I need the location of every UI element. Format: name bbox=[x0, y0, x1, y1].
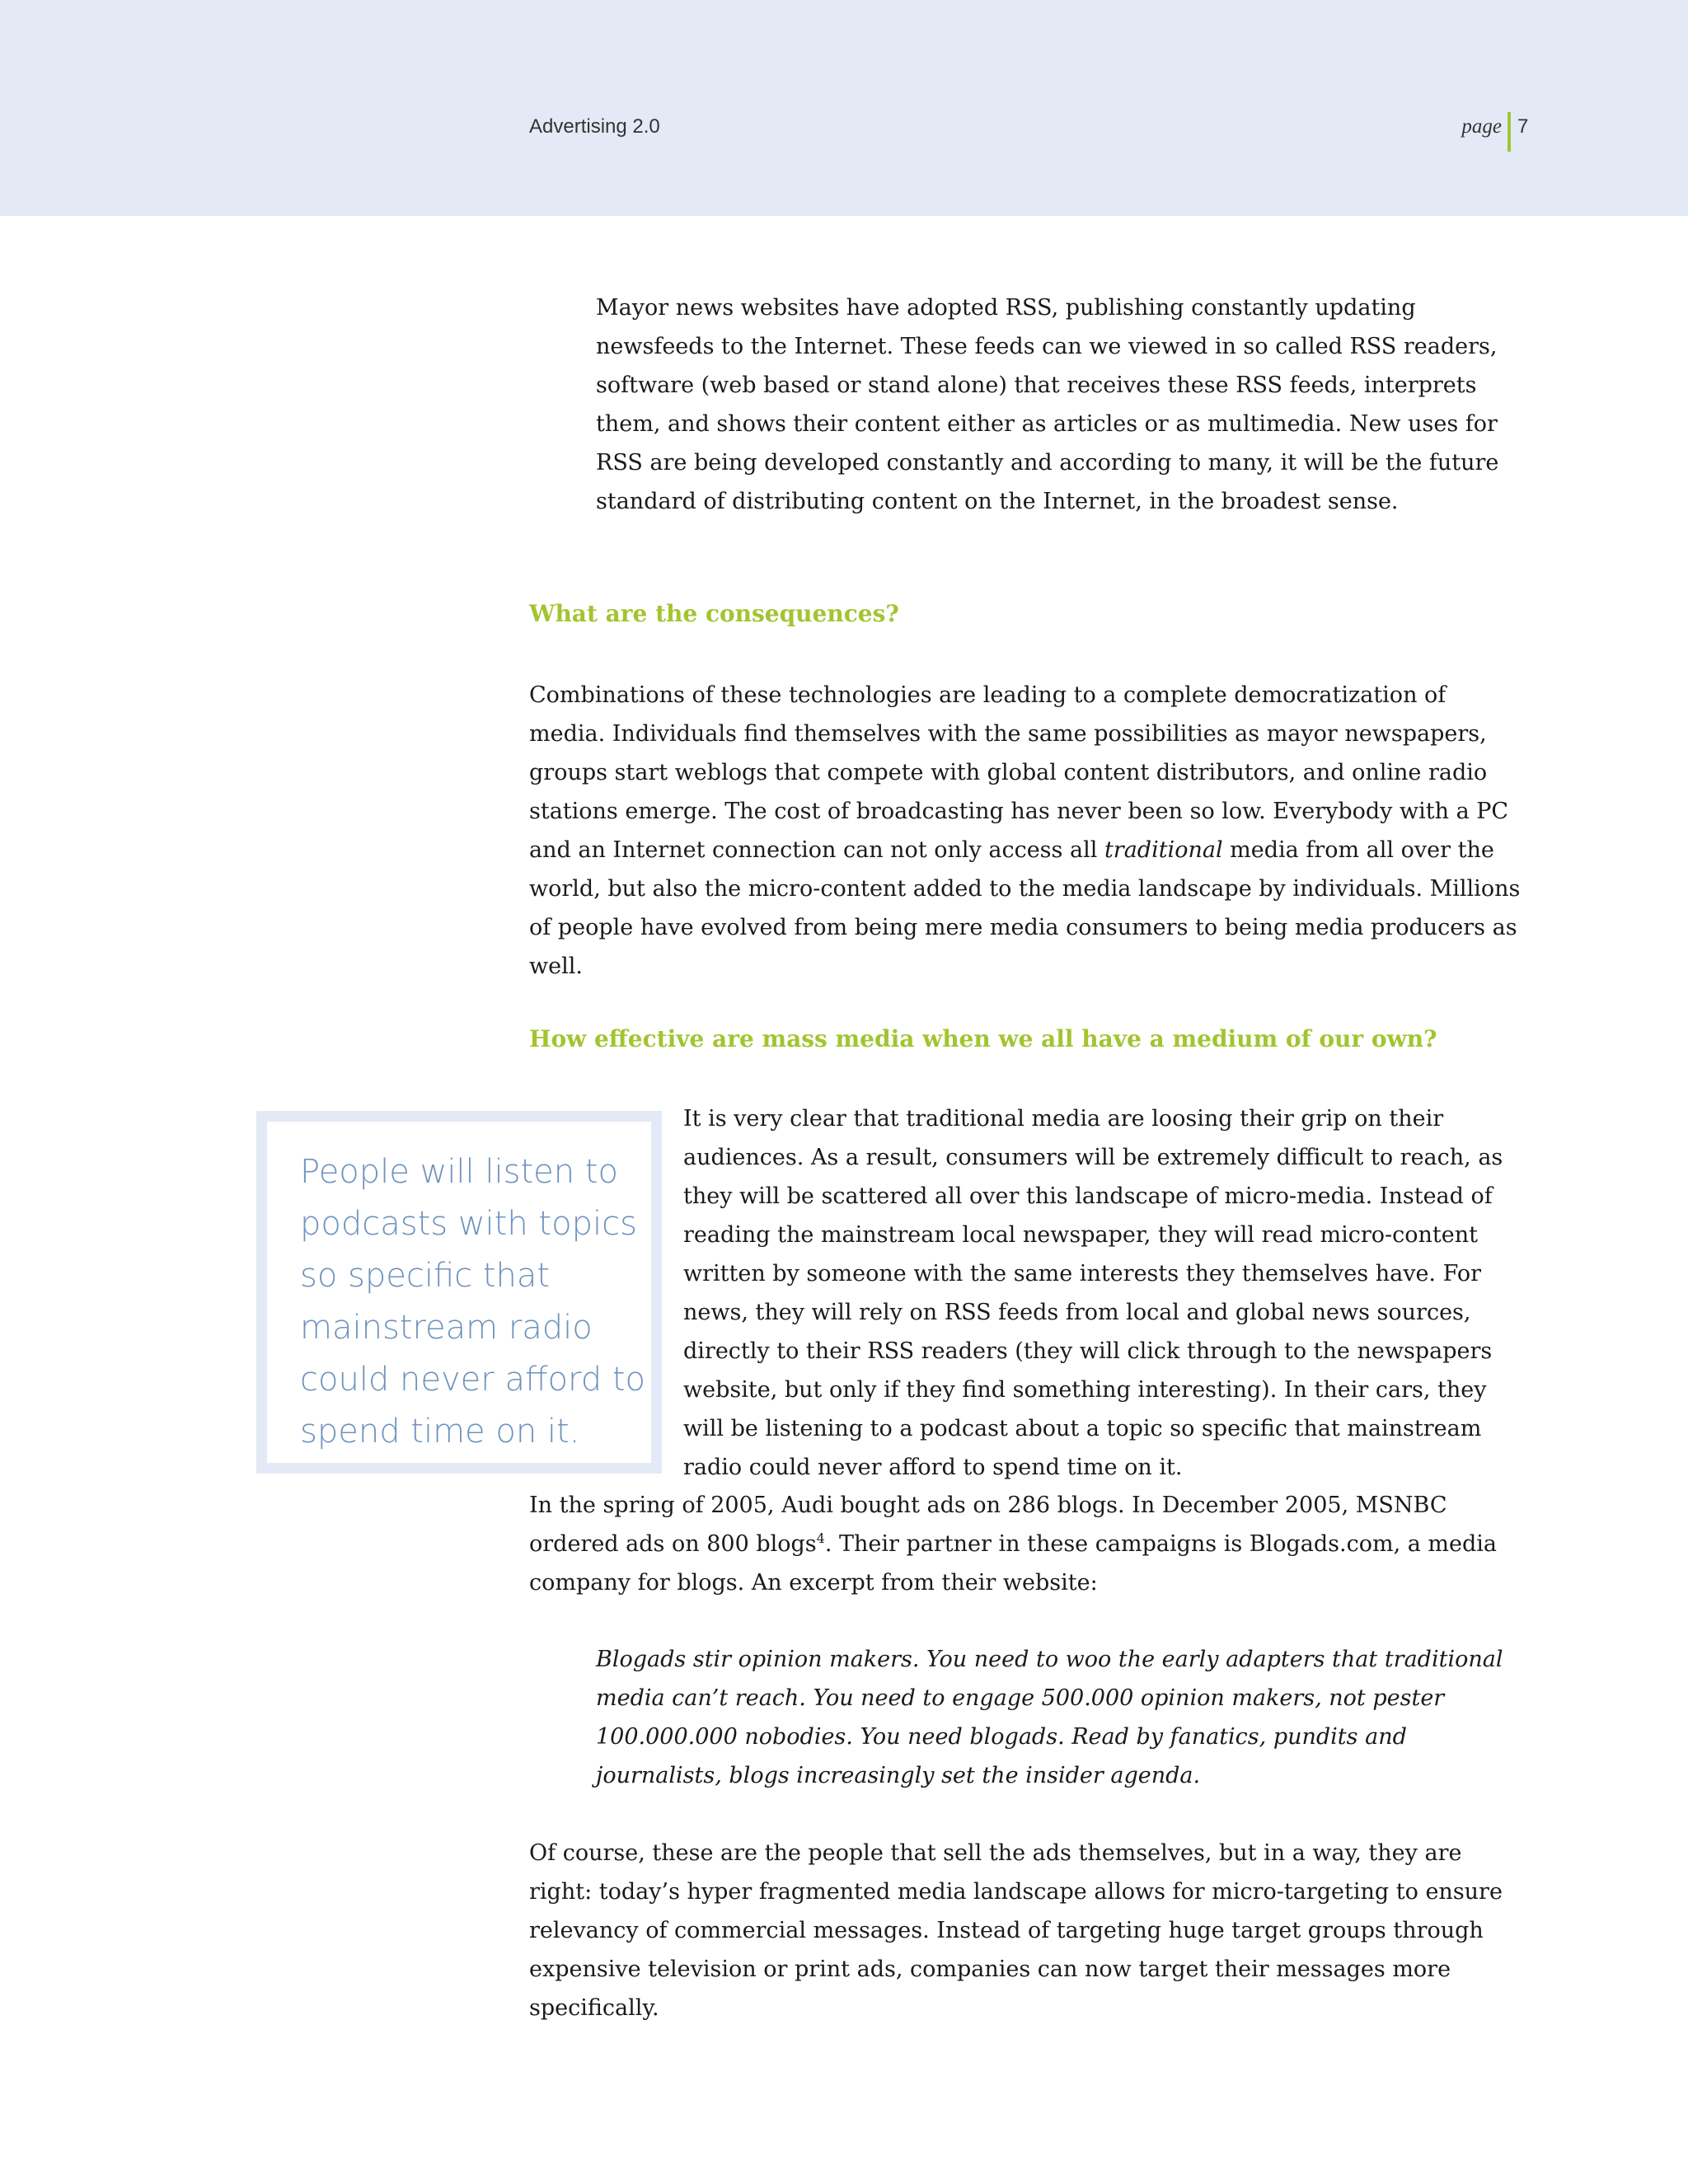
consequences-text-end: media from all over the world, but also the micro-content added to the media landscape by individuals. Millions of people have evolved from being mere media consumers to being media producers as well. bbox=[529, 837, 1521, 979]
header-band bbox=[0, 0, 1688, 216]
footnote-marker: 4 bbox=[816, 1530, 825, 1546]
consequences-text-start: Combinations of these technologies are leading to a complete democratization of media. Individuals find themselves with the same possibilities as mayor newspapers, groups start weblogs that compete with global content distributors, and online radio stations emerge. The cost of broadcasting has never been so low. Everybody with a PC and an Internet connection can not only access all bbox=[529, 682, 1509, 863]
consequences-italic-word: traditional bbox=[1104, 837, 1223, 863]
audi-paragraph bbox=[529, 1486, 1526, 1602]
running-title: Advertising 2.0 bbox=[529, 115, 660, 138]
blogads-quote: Blogads stir opinion makers. You need to woo the early adapters that traditional media can’t reach. You need to engage 500.000 opinion makers, not pester 100.000.000 nobodies. You need blogads. Read by fanatics, pundits and journalists, blogs increasingly set the insider agenda. bbox=[596, 1647, 1503, 1788]
consequences-heading: What are the consequences? bbox=[529, 600, 899, 627]
pullquote-box bbox=[256, 1111, 662, 1474]
audi-text-end: . Their partner in these campaigns is Blogads.com, a media company for blogs. An excerpt from their website: bbox=[529, 1531, 1498, 1596]
rss-paragraph: Mayor news websites have adopted RSS, publishing constantly updating newsfeeds to the Internet. These feeds can we viewed in so called RSS readers, software (web based or stand alone) that receives these RSS feeds, interprets them, and shows their content either as articles or as multimedia. New uses for RSS are being developed constantly and according to many, it will be the future standard of distributing content on the Internet, in the broadest sense. bbox=[596, 295, 1499, 514]
page-number-divider bbox=[1507, 112, 1511, 152]
consequences-paragraph bbox=[529, 676, 1526, 986]
effective-heading: How effective are mass media when we all have a medium of our own? bbox=[529, 1025, 1437, 1052]
page-label: page bbox=[1461, 115, 1502, 138]
pullquote-text: People will listen to podcasts with topics so specific that mainstream radio could never afford to spend time on it. bbox=[300, 1153, 645, 1451]
page-number: 7 bbox=[1517, 115, 1529, 138]
audi-text-start: In the spring of 2005, Audi bought ads on 286 blogs. In December 2005, MSNBC ordered ads on 800 blogs bbox=[529, 1493, 1447, 1557]
of-course-paragraph: Of course, these are the people that sell the ads themselves, but in a way, they are right: today’s hyper fragmented media landscape allows for micro-targeting to ensure relevancy of commercial messages. Instead of targeting huge target groups through expensive television or print ads, companies can now target their messages more specifically. bbox=[529, 1840, 1503, 2021]
effective-paragraph: It is very clear that traditional media are loosing their grip on their audiences. As a result, consumers will be extremely difficult to reach, as they will be scattered all over this landscape of micro-media. Instead of reading the mainstream local newspaper, they will read micro-content written by someone with the same interests they themselves have. For news, they will rely on RSS feeds from local and global news sources, directly to their RSS readers (they will click through to the newspapers website, but only if they find something interesting). In their cars, they will be listening to a podcast about a topic so specific that mainstream radio could never afford to spend time on it. bbox=[683, 1106, 1503, 1480]
